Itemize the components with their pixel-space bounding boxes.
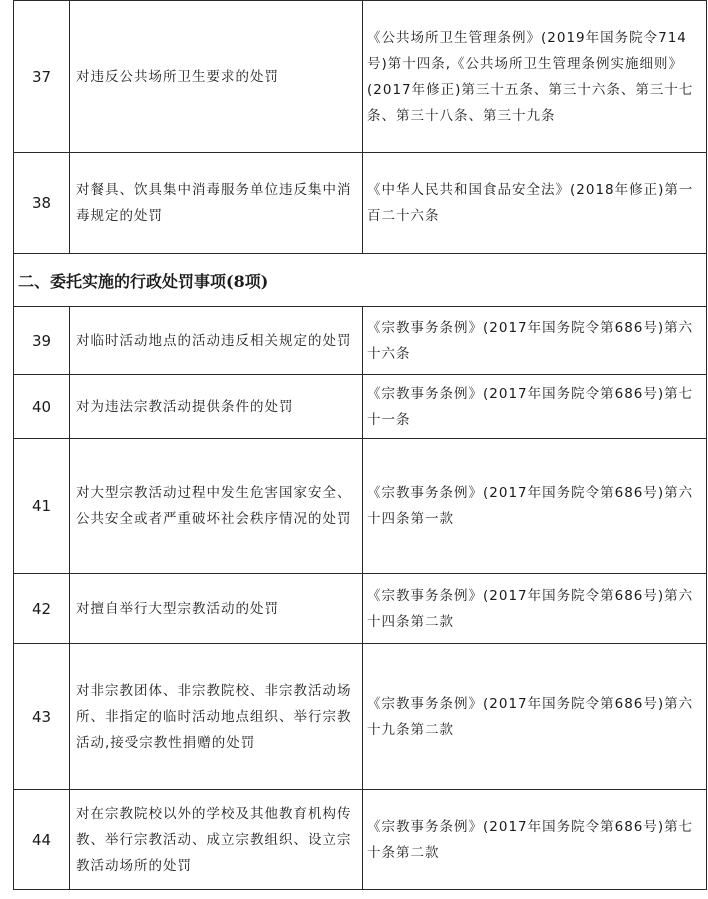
- row-number: 37: [14, 1, 70, 153]
- penalty-item: 对在宗教院校以外的学校及其他教育机构传教、举行宗教活动、成立宗教组织、设立宗教活动场所的处罚: [70, 790, 363, 890]
- row-number: 38: [14, 153, 70, 254]
- penalty-items-table: [13, 0, 707, 890]
- row-number: 44: [14, 790, 70, 890]
- penalty-item: 对大型宗教活动过程中发生危害国家安全、公共安全或者严重破坏社会秩序情况的处罚: [70, 439, 363, 574]
- legal-basis: 《宗教事务条例》(2017年国务院令第686号)第七十条第二款: [363, 790, 707, 890]
- table-row: [14, 1, 707, 153]
- table-row: [14, 574, 707, 644]
- table-row: [14, 644, 707, 790]
- penalty-item: 对为违法宗教活动提供条件的处罚: [70, 375, 363, 439]
- table-row: [14, 439, 707, 574]
- penalty-item: 对非宗教团体、非宗教院校、非宗教活动场所、非指定的临时活动地点组织、举行宗教活动,接受宗教性捐赠的处罚: [70, 644, 363, 790]
- section-header-row: [14, 254, 707, 307]
- legal-basis: 《公共场所卫生管理条例》(2019年国务院令714号)第十四条,《公共场所卫生管理条例实施细则》(2017年修正)第三十五条、第三十六条、第三十七条、第三十八条、第三十九条: [363, 1, 707, 153]
- penalty-item: 对临时活动地点的活动违反相关规定的处罚: [70, 307, 363, 375]
- table-row: [14, 790, 707, 890]
- penalty-item: 对擅自举行大型宗教活动的处罚: [70, 574, 363, 644]
- legal-basis: 《宗教事务条例》(2017年国务院令第686号)第六十六条: [363, 307, 707, 375]
- row-number: 43: [14, 644, 70, 790]
- penalty-item: 对违反公共场所卫生要求的处罚: [70, 1, 363, 153]
- legal-basis: 《宗教事务条例》(2017年国务院令第686号)第七十一条: [363, 375, 707, 439]
- legal-basis: 《宗教事务条例》(2017年国务院令第686号)第六十九条第二款: [363, 644, 707, 790]
- legal-basis: 《宗教事务条例》(2017年国务院令第686号)第六十四条第一款: [363, 439, 707, 574]
- legal-basis: 《宗教事务条例》(2017年国务院令第686号)第六十四条第二款: [363, 574, 707, 644]
- row-number: 41: [14, 439, 70, 574]
- table-row: [14, 375, 707, 439]
- row-number: 42: [14, 574, 70, 644]
- penalty-item: 对餐具、饮具集中消毒服务单位违反集中消毒规定的处罚: [70, 153, 363, 254]
- table-row: [14, 153, 707, 254]
- row-number: 40: [14, 375, 70, 439]
- legal-basis: 《中华人民共和国食品安全法》(2018年修正)第一百二十六条: [363, 153, 707, 254]
- table-row: [14, 307, 707, 375]
- section-title: 二、委托实施的行政处罚事项(8项): [14, 254, 707, 307]
- row-number: 39: [14, 307, 70, 375]
